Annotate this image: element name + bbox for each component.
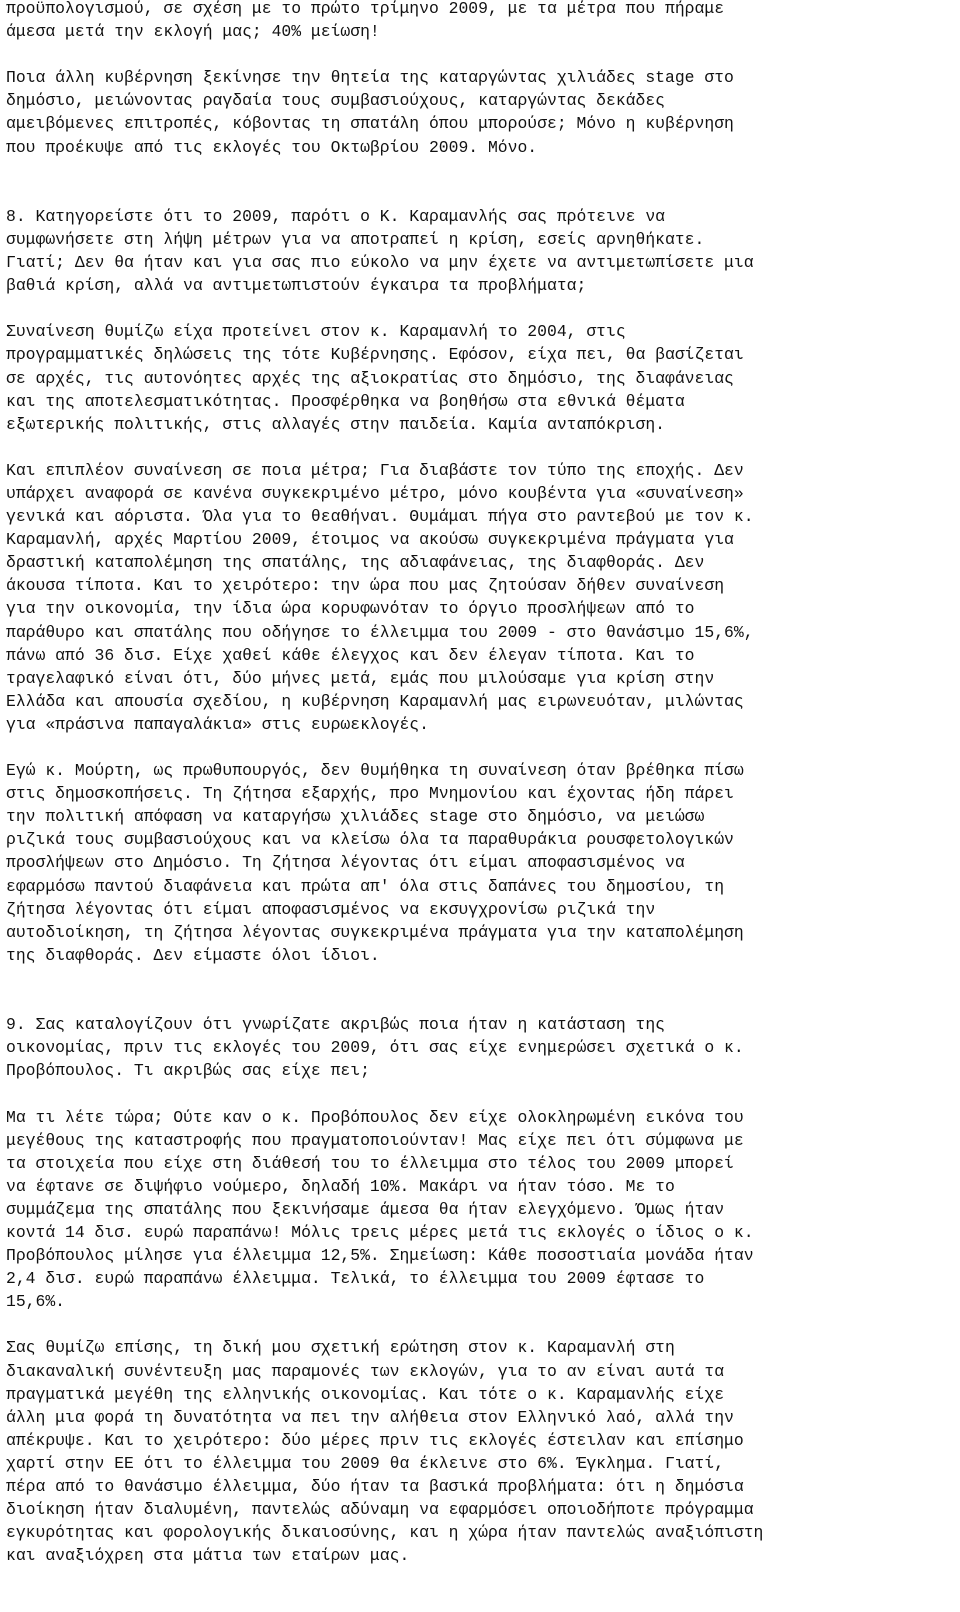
paragraph-pre-election-interview: Σας θυμίζω επίσης, τη δική μου σχετική ερώτηση στον κ. Καραμανλή στη διακαναλική συνέντευξη μας παραμονές των εκλογών, για το αν είναι αυτά τα πραγματικά μεγέθη της ελληνικής οικονομίας. Και τότε ο κ. Καραμανλής είχε άλλη μια φορά τη δυνατότητα να πει την αλήθεια στον Ελληνικό λαό, αλλά την απέκρυψε. Και το χειρότερο: δύο μέρες πριν τις εκλογές έστειλαν και επίσημο χαρτί στην ΕΕ ότι το έλλειμμα του 2009 θα έκλεινε στο 6%. Έγκλημα. Γιατί, πέρα από το θανάσιμο έλλειμμα, δύο ήταν τα βασικά προβλήματα: ότι η δημόσια διοίκηση ήταν διαλυμένη, παντελώς αδύναμη να εφαρμόσει οποιοδήποτε πρόγραμμα εγκυρότητας και φορολογικής δικαιοσύνης, και η χώρα ήταν παντελώς αναξιόπιστη και αναξιόχρεη στα μάτια των εταίρων μας. xyxy=(6,1338,764,1566)
document-page xyxy=(6,0,956,1567)
paragraph-gap xyxy=(6,159,956,205)
paragraph-gap xyxy=(6,1313,956,1336)
paragraph-gap xyxy=(6,43,956,66)
paragraph-consensus-2004: Συναίνεση θυμίζω είχα προτείνει στον κ. Καραμανλή το 2004, στις προγραμματικές δηλώσεις της τότε Κυβέρνησης. Εφόσον, είχα πει, θα βασίζεται σε αρχές, τις αυτονόητες αρχές της αξιοκρατίας στο δημόσιο, της διαφάνειας και της αποτελεσματικότητας. Προσφέρθηκα να βοηθήσω στα εθνικά θέματα εξωτερικής πολιτικής, στις αλλαγές στην παιδεία. Καμία ανταπόκριση. xyxy=(6,322,744,434)
paragraph-gap xyxy=(6,1082,956,1105)
paragraph-budget-reduction: προϋπολογισμού, σε σχέση με το πρώτο τρίμηνο 2009, με τα μέτρα που πήραμε άμεσα μετά την εκλογή μας; 40% μείωση! xyxy=(6,0,725,42)
question-9: 9. Σας καταλογίζουν ότι γνωρίζατε ακριβώς ποια ήταν η κατάσταση της οικονομίας, πριν τις εκλογές του 2009, ότι σας είχε ενημερώσει σχετικά ο κ. Προβόπουλος. Τι ακριβώς σας είχε πει; xyxy=(6,1015,744,1081)
paragraph-gap xyxy=(6,297,956,320)
paragraph-deficit-figures: Μα τι λέτε τώρα; Ούτε καν ο κ. Προβόπουλος δεν είχε ολοκληρωμένη εικόνα του μεγέθους της καταστροφής που πραγματοποιούνταν! Μας είχε πει ότι σύμφωνα με τα στοιχεία που είχε στη διάθεσή του το έλλειμμα στο τέλος του 2009 μπορεί να έφτανε σε διψήφιο νούμερο, δηλαδή 10%. Μακάρι να ήταν τόσο. Με το συμμάζεμα της σπατάλης που ξεκινήσαμε άμεσα θα ήταν ελεγχόμενο. Όμως ήταν κοντά 14 δισ. ευρώ παραπάνω! Μόλις τρεις μέρες μετά τις εκλογές ο ίδιος ο κ. Προβόπουλος μίλησε για έλλειμμα 12,5%. Σημείωση: Κάθε ποσοστιαία μονάδα ήταν 2,4 δισ. ευρώ παραπάνω έλλειμμα. Τελικά, το έλλειμμα του 2009 έφτασε το 15,6%. xyxy=(6,1107,754,1312)
paragraph-government-measures: Ποια άλλη κυβέρνηση ξεκίνησε την θητεία της καταργώντας χιλιάδες stage στο δημόσιο, μειώνοντας ραγδαία τους συμβασιούχους, καταργώντας δεκάδες αμειβόμενες επιτροπές, κόβοντας τη σπατάλη όπου μπορούσε; Μόνο η κυβέρνηση που προέκυψε από τις εκλογές του Οκτωβρίου 2009. Μόνο. xyxy=(6,68,734,157)
paragraph-gap xyxy=(6,736,956,759)
paragraph-gap xyxy=(6,967,956,1013)
paragraph-consensus-measures: Και επιπλέον συναίνεση σε ποια μέτρα; Για διαβάστε τον τύπο της εποχής. Δεν υπάρχει αναφορά σε κανένα συγκεκριμένο μέτρο, μόνο κουβέντα για «συναίνεση» γενικά και αόριστα. Όλα για το θεαθήναι. Θυμάμαι πήγα στο ραντεβού με τον κ. Καραμανλή, αρχές Μαρτίου 2009, έτοιμος να ακούσω συγκεκριμένα πράγματα για δραστική καταπολέμηση της σπατάλης, της αδιαφάνειας, της διαφθοράς. Δεν άκουσα τίποτα. Και το χειρότερο: την ώρα που μας ζητούσαν δήθεν συναίνεση για την οικονομία, την ίδια ώρα κορυφωνόταν το όργιο προσλήψεων από το παράθυρο και σπατάλης που οδήγησε το έλλειμμα του 2009 - στο θανάσιμο 15,6%, πάνω από 36 δισ. Είχε χαθεί κάθε έλεγχος και δεν έλεγαν τίποτα. Και το τραγελαφικό είναι ότι, δύο μήνες μετά, εμάς που μιλούσαμε για κρίση στην Ελλάδα και απουσία σχεδίου, η κυβέρνηση Καραμανλή μας ειρωνευόταν, μιλώντας για «πράσινα παπαγαλάκια» στις ευρωεκλογές. xyxy=(6,460,754,734)
question-8: 8. Κατηγορείστε ότι το 2009, παρότι ο Κ. Καραμανλής σας πρότεινε να συμφωνήσετε στη λήψη μέτρων για να αποτραπεί η κρίση, εσείς αρνηθήκατε. Γιατί; Δεν θα ήταν και για σας πιο εύκολο να μην έχετε να αντιμετωπίσετε μια βαθιά κρίση, αλλά να αντιμετωπιστούν έγκαιρα τα προβλήματα; xyxy=(6,206,754,296)
paragraph-prime-minister: Εγώ κ. Μούρτη, ως πρωθυπουργός, δεν θυμήθηκα τη συναίνεση όταν βρέθηκα πίσω στις δημοσκοπήσεις. Τη ζήτησα εξαρχής, προ Μνημονίου και έχοντας ήδη πάρει την πολιτική απόφαση να καταργήσω χιλιάδες stage στο δημόσιο, να μειώσω ριζικά τους συμβασιούχους και να κλείσω όλα τα παραθυράκια ρουσφετολογικών προσλήψεων στο Δημόσιο. Τη ζήτησα λέγοντας ότι είμαι αποφασισμένος να εφαρμόσω παντού διαφάνεια και πρώτα απ' όλα στις δαπάνες του δημοσίου, τη ζήτησα λέγοντας ότι είμαι αποφασισμένος να εκσυγχρονίσω ριζικά την αυτοδιοίκηση, τη ζήτησα λέγοντας συγκεκριμένα πράγματα για την καταπολέμηση της διαφθοράς. Δεν είμαστε όλοι ίδιοι. xyxy=(6,761,744,965)
paragraph-gap xyxy=(6,436,956,459)
